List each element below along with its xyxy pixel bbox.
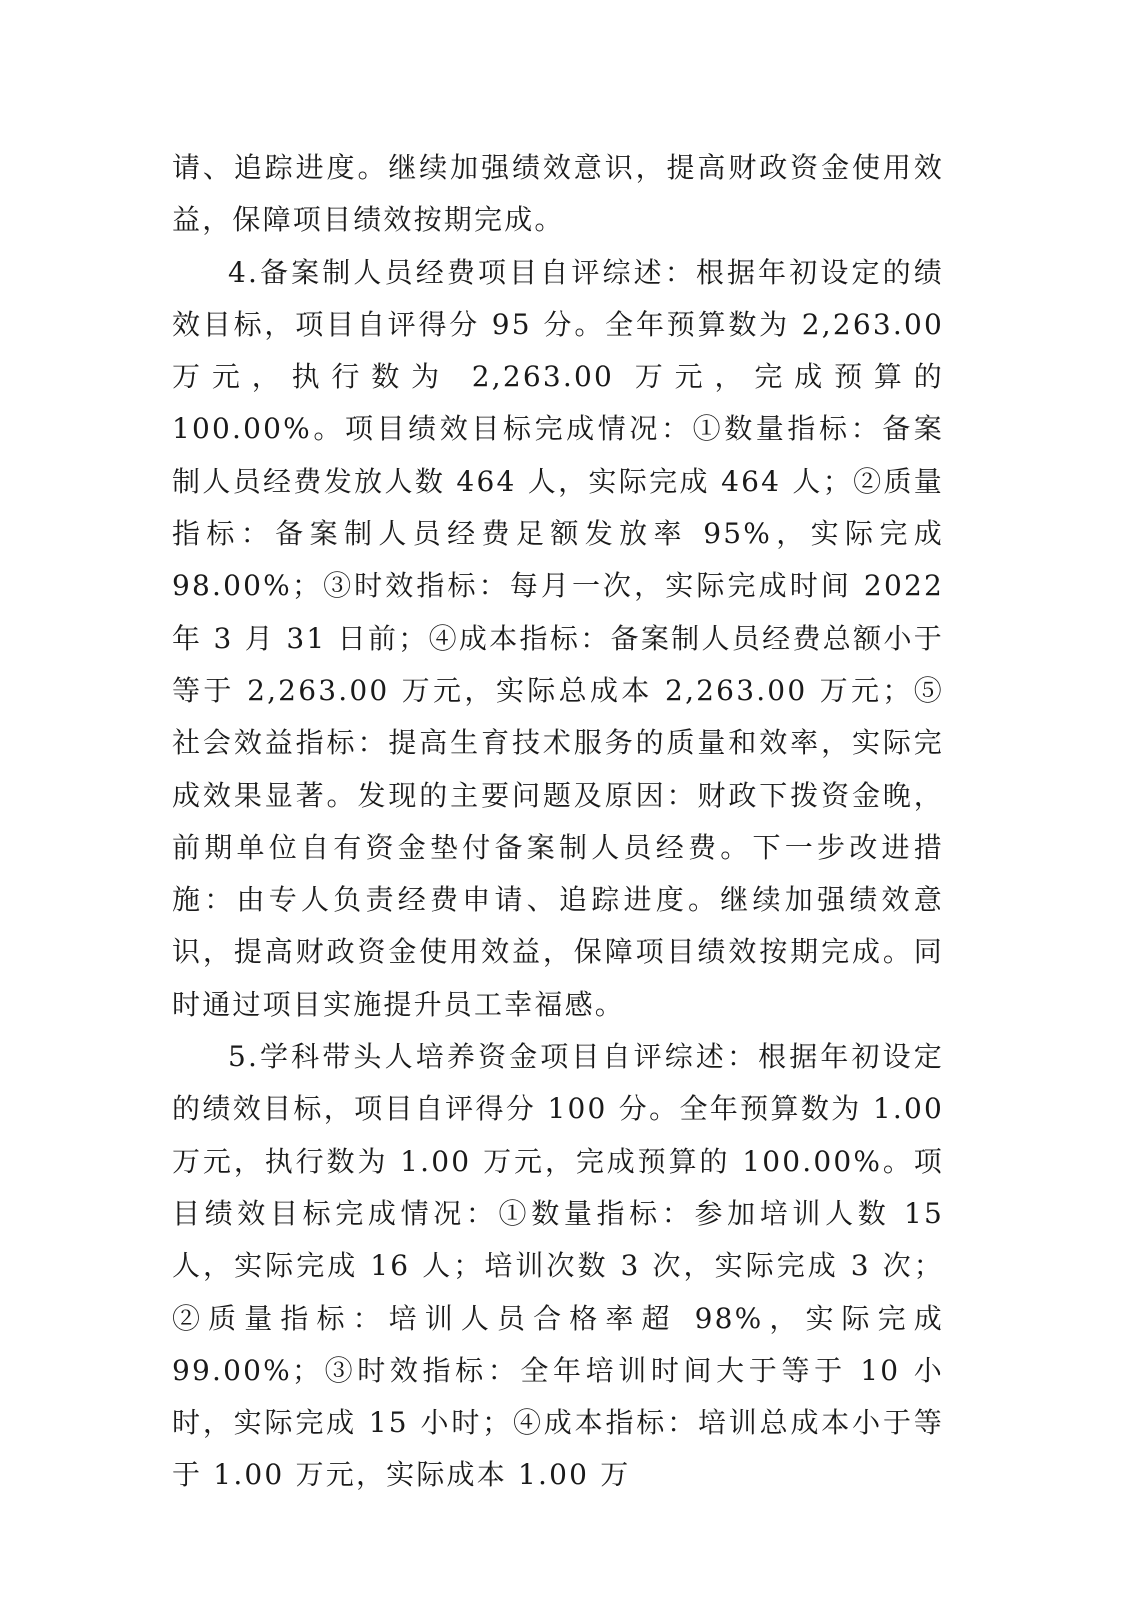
paragraph-continuation: 请、追踪进度。继续加强绩效意识，提高财政资金使用效益，保障项目绩效按期完成。 xyxy=(172,151,944,237)
document-body xyxy=(172,142,944,1502)
paragraph-item-5: 5.学科带头人培养资金项目自评综述：根据年初设定的绩效目标，项目自评得分 100 分。全年预算数为 1.00 万元，执行数为 1.00 万元，完成预算的 100.00%。项目绩效目标完成情况：①数量指标：参加培训人数 15 人，实际完成 16 人；培训次数 3 次，实际完成 3 次；②质量指标：培训人员合格率超 98%，实际完成 99.00%；③时效指标：全年培训时间大于等于 10 小时，实际完成 15 小时；④成本指标：培训总成本小于等于 1.00 万元，实际成本 1.00 万 xyxy=(172,1040,944,1492)
paragraph-item-4: 4.备案制人员经费项目自评综述：根据年初设定的绩效目标，项目自评得分 95 分。全年预算数为 2,263.00 万元，执行数为 2,263.00 万元，完成预算的 100.00%。项目绩效目标完成情况：①数量指标：备案制人员经费发放人数 464 人，实际完成 464 人；②质量指标：备案制人员经费足额发放率 95%，实际完成 98.00%；③时效指标：每月一次，实际完成时间 2022 年 3 月 31 日前；④成本指标：备案制人员经费总额小于等于 2,263.00 万元，实际总成本 2,263.00 万元；⑤社会效益指标：提高生育技术服务的质量和效率，实际完成效果显著。发现的主要问题及原因：财政下拨资金晚，前期单位自有资金垫付备案制人员经费。下一步改进措施：由专人负责经费申请、追踪进度。继续加强绩效意识，提高财政资金使用效益，保障项目绩效按期完成。同时通过项目实施提升员工幸福感。 xyxy=(172,255,944,1021)
